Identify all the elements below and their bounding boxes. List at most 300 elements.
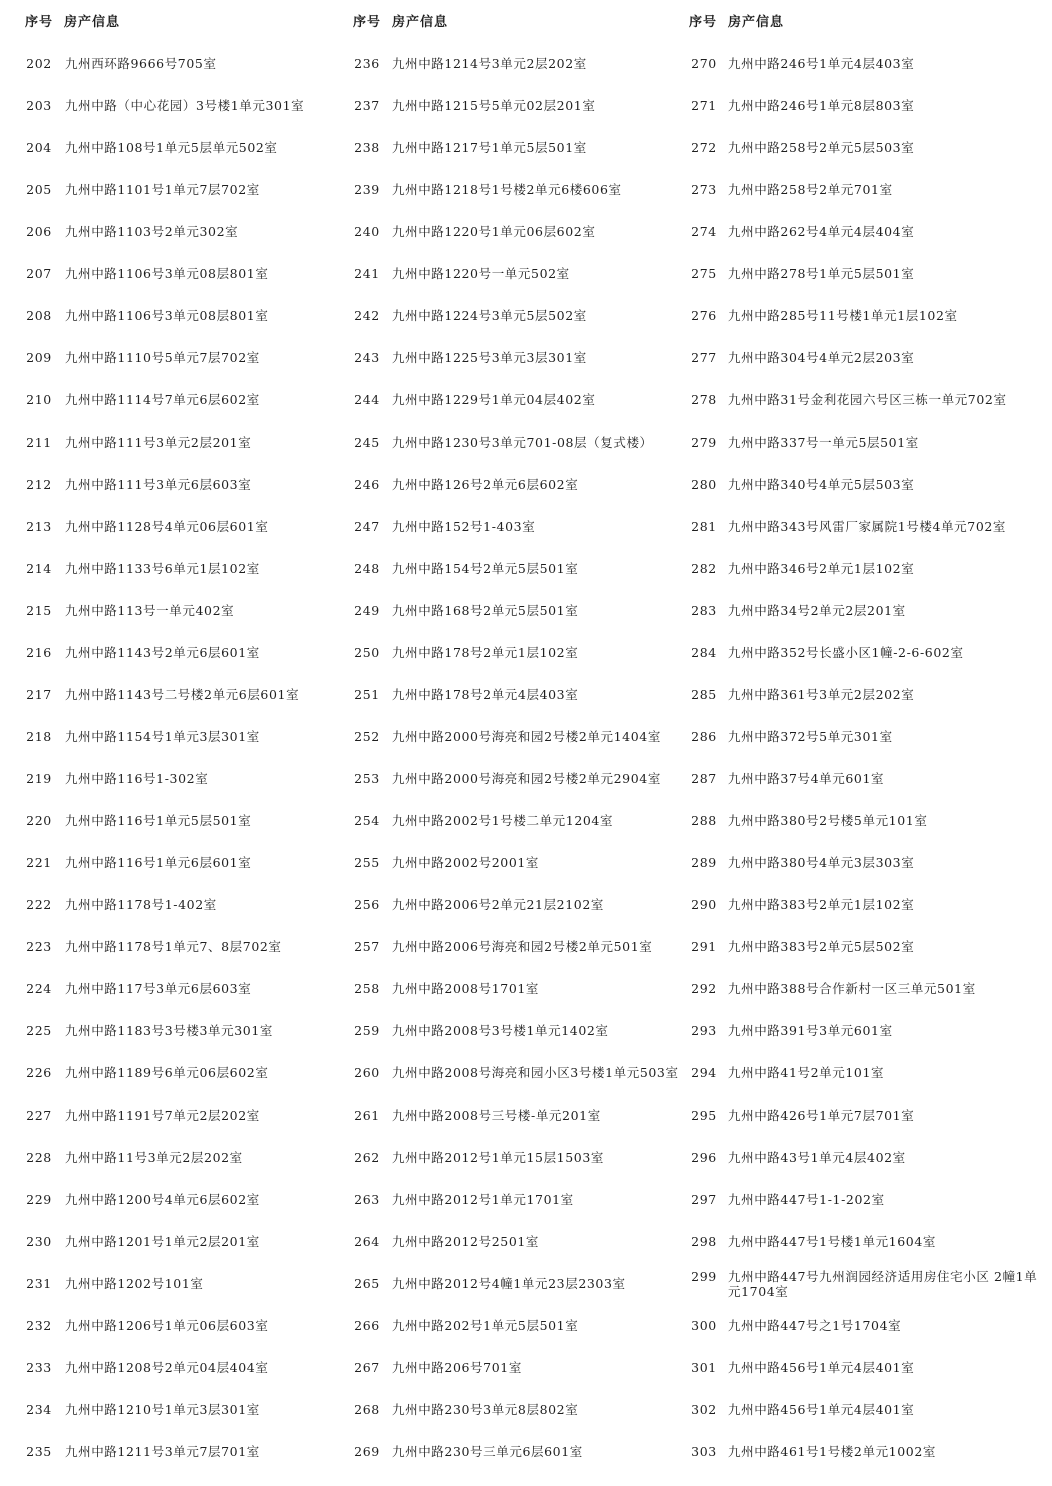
property-info: 九州中路258号2单元5层503室 <box>728 140 915 156</box>
row-number: 220 <box>26 813 52 829</box>
row-number: 249 <box>354 602 380 618</box>
property-info: 九州中路1215号5单元02层201室 <box>392 98 596 114</box>
row-number: 226 <box>26 1065 52 1081</box>
row-number: 208 <box>26 308 52 324</box>
row-number: 211 <box>26 434 52 450</box>
property-info: 九州中路1143号二号楼2单元6层601室 <box>65 686 300 702</box>
row-number: 207 <box>26 266 52 282</box>
row-number: 227 <box>26 1107 52 1123</box>
property-info: 九州中路2002号2001室 <box>392 855 540 871</box>
property-info: 九州中路1229号1单元04层402室 <box>392 392 596 408</box>
property-info: 九州西环路9666号705室 <box>65 56 217 71</box>
table-row <box>685 477 1052 519</box>
row-number: 206 <box>26 224 52 240</box>
property-info: 九州中路1220号1单元06层602室 <box>392 224 596 240</box>
property-info: 九州中路1218号1号楼2单元6楼606室 <box>392 182 622 198</box>
property-info: 九州中路1106号3单元08层801室 <box>65 266 269 282</box>
table-row <box>340 98 685 140</box>
property-info: 九州中路383号2单元5层502室 <box>728 939 915 955</box>
property-info: 九州中路2002号1号楼二单元1204室 <box>392 813 614 829</box>
property-info: 九州中路361号3单元2层202室 <box>728 686 915 702</box>
row-number: 266 <box>354 1317 380 1333</box>
row-number: 285 <box>691 686 717 702</box>
property-info: 九州中路2008号3号楼1单元1402室 <box>392 1023 609 1039</box>
row-number: 251 <box>354 686 380 702</box>
row-number: 270 <box>691 56 717 71</box>
property-info: 九州中路1154号1单元3层301室 <box>65 728 260 744</box>
table-row <box>0 939 340 981</box>
table-row <box>685 182 1052 224</box>
property-info: 九州中路2006号2单元21层2102室 <box>392 897 604 913</box>
row-number: 221 <box>26 855 52 871</box>
table-row <box>0 771 340 813</box>
row-number: 216 <box>26 644 52 660</box>
table-row <box>340 981 685 1023</box>
property-info: 九州中路426号1单元7层701室 <box>728 1107 915 1123</box>
table-row <box>0 855 340 897</box>
row-number: 247 <box>354 518 380 534</box>
property-info: 九州中路116号1单元5层501室 <box>65 813 252 829</box>
row-number: 272 <box>691 140 717 156</box>
row-number: 297 <box>691 1191 717 1207</box>
property-info: 九州中路340号4单元5层503室 <box>728 476 915 492</box>
row-number: 218 <box>26 728 52 744</box>
row-number: 219 <box>26 771 52 787</box>
table-row <box>340 1318 685 1360</box>
property-info: 九州中路1191号7单元2层202室 <box>65 1107 260 1123</box>
property-info: 九州中路1143号2单元6层601室 <box>65 644 260 660</box>
property-info: 九州中路2000号海亮和园2号楼2单元1404室 <box>392 728 661 744</box>
property-info: 九州中路2000号海亮和园2号楼2单元2904室 <box>392 771 661 787</box>
row-number: 236 <box>354 56 380 71</box>
property-info: 九州中路2006号海亮和园2号楼2单元501室 <box>392 939 653 955</box>
table-row <box>340 729 685 771</box>
property-info: 九州中路1106号3单元08层801室 <box>65 308 269 324</box>
row-number: 228 <box>26 1149 52 1165</box>
property-info: 九州中路337号一单元5层501室 <box>728 434 919 450</box>
row-number: 253 <box>354 771 380 787</box>
table-row <box>685 1023 1052 1065</box>
row-number: 240 <box>354 224 380 240</box>
row-number: 269 <box>354 1443 380 1459</box>
row-number: 278 <box>691 392 717 408</box>
table-row <box>0 603 340 645</box>
row-number: 265 <box>354 1275 380 1291</box>
property-info: 九州中路304号4单元2层203室 <box>728 350 915 366</box>
row-number: 229 <box>26 1191 52 1207</box>
table-row <box>685 140 1052 182</box>
row-number: 212 <box>26 476 52 492</box>
property-info: 九州中路230号3单元8层802室 <box>392 1401 579 1417</box>
row-number: 250 <box>354 644 380 660</box>
row-number: 239 <box>354 182 380 198</box>
table-row <box>685 1269 1052 1311</box>
row-number: 295 <box>691 1107 717 1123</box>
table-row <box>685 1065 1052 1107</box>
row-number: 224 <box>26 981 52 997</box>
table-row <box>685 813 1052 855</box>
property-info: 九州中路108号1单元5层单元502室 <box>65 140 278 156</box>
row-number: 303 <box>691 1443 717 1459</box>
table-row <box>0 1360 340 1402</box>
table-row <box>340 519 685 561</box>
table-row <box>340 266 685 308</box>
table-row <box>685 561 1052 603</box>
row-number: 264 <box>354 1233 380 1249</box>
header-property-info: 房产信息 <box>728 15 785 30</box>
table-row <box>685 1108 1052 1150</box>
property-info: 九州中路246号1单元8层803室 <box>728 98 915 114</box>
property-info: 九州中路1178号1单元7、8层702室 <box>65 939 282 955</box>
row-number: 225 <box>26 1023 52 1039</box>
table-row <box>0 561 340 603</box>
table-row <box>685 56 1052 98</box>
row-number: 282 <box>691 560 717 576</box>
row-number: 294 <box>691 1065 717 1081</box>
property-info: 九州中路34号2单元2层201室 <box>728 602 906 618</box>
table-row <box>685 1150 1052 1192</box>
table-row <box>340 1444 685 1486</box>
row-number: 273 <box>691 182 717 198</box>
table-row <box>340 561 685 603</box>
table-row <box>0 1192 340 1234</box>
row-number: 233 <box>26 1359 52 1375</box>
table-row <box>685 350 1052 392</box>
property-info: 九州中路1114号7单元6层602室 <box>65 392 260 408</box>
table-row <box>685 519 1052 561</box>
table-row <box>340 1192 685 1234</box>
property-info: 九州中路111号3单元6层603室 <box>65 476 252 492</box>
header-number: 序号 <box>689 15 718 30</box>
property-info: 九州中路447号九州润园经济适用房住宅小区 2幢1单元1704室 <box>728 1268 1038 1299</box>
row-number: 222 <box>26 897 52 913</box>
table-row <box>340 1150 685 1192</box>
property-info: 九州中路11号3单元2层202室 <box>65 1149 243 1165</box>
row-number: 254 <box>354 813 380 829</box>
property-info: 九州中路1133号6单元1层102室 <box>65 560 260 576</box>
property-info: 九州中路1224号3单元5层502室 <box>392 308 587 324</box>
property-info: 九州中路154号2单元5层501室 <box>392 560 579 576</box>
property-info: 九州中路262号4单元4层404室 <box>728 224 915 240</box>
table-row <box>340 477 685 519</box>
property-info: 九州中路206号701室 <box>392 1359 522 1375</box>
row-number: 243 <box>354 350 380 366</box>
table-row <box>0 477 340 519</box>
table-row <box>340 1360 685 1402</box>
property-info: 九州中路1200号4单元6层602室 <box>65 1191 260 1207</box>
row-number: 215 <box>26 602 52 618</box>
row-number: 248 <box>354 560 380 576</box>
row-number: 213 <box>26 518 52 534</box>
row-number: 284 <box>691 644 717 660</box>
table-row <box>0 1150 340 1192</box>
row-number: 231 <box>26 1275 52 1291</box>
row-number: 293 <box>691 1023 717 1039</box>
row-number: 234 <box>26 1401 52 1417</box>
table-row <box>685 687 1052 729</box>
property-info: 九州中路1128号4单元06层601室 <box>65 518 269 534</box>
table-row <box>0 981 340 1023</box>
row-number: 298 <box>691 1233 717 1249</box>
property-info: 九州中路126号2单元6层602室 <box>392 476 579 492</box>
row-number: 259 <box>354 1023 380 1039</box>
row-number: 279 <box>691 434 717 450</box>
property-info: 九州中路447号1-1-202室 <box>728 1191 885 1207</box>
table-row <box>0 435 340 477</box>
table-row <box>685 729 1052 771</box>
table-row <box>0 1402 340 1444</box>
property-info: 九州中路447号1号楼1单元1604室 <box>728 1233 936 1249</box>
table-row <box>0 140 340 182</box>
property-info: 九州中路1206号1单元06层603室 <box>65 1317 269 1333</box>
table-row <box>685 266 1052 308</box>
row-number: 289 <box>691 855 717 871</box>
table-row <box>340 897 685 939</box>
table-row <box>340 939 685 981</box>
property-info: 九州中路31号金利花园六号区三栋一单元702室 <box>728 392 1007 408</box>
property-info: 九州中路1202号101室 <box>65 1275 204 1291</box>
table-row <box>685 98 1052 140</box>
table-row <box>0 392 340 434</box>
table-row <box>340 56 685 98</box>
row-number: 260 <box>354 1065 380 1081</box>
property-info: 九州中路2012号1单元15层1503室 <box>392 1149 604 1165</box>
table-row <box>685 435 1052 477</box>
row-number: 302 <box>691 1401 717 1417</box>
row-number: 296 <box>691 1149 717 1165</box>
property-info: 九州中路1211号3单元7层701室 <box>65 1443 260 1459</box>
row-number: 261 <box>354 1107 380 1123</box>
row-number: 246 <box>354 476 380 492</box>
property-info: 九州中路1214号3单元2层202室 <box>392 56 587 71</box>
table-row <box>0 645 340 687</box>
row-number: 237 <box>354 98 380 114</box>
property-info: 九州中路2012号2501室 <box>392 1233 540 1249</box>
row-number: 214 <box>26 560 52 576</box>
table-row <box>685 1402 1052 1444</box>
header-property-info: 房产信息 <box>64 15 121 30</box>
table-row <box>685 224 1052 266</box>
property-info: 九州中路2008号三号楼-单元201室 <box>392 1107 601 1123</box>
row-number: 263 <box>354 1191 380 1207</box>
table-row <box>340 813 685 855</box>
row-number: 268 <box>354 1401 380 1417</box>
table-row <box>685 1360 1052 1402</box>
table-row <box>340 350 685 392</box>
table-row <box>340 645 685 687</box>
property-info: 九州中路2008号1701室 <box>392 981 540 997</box>
property-info: 九州中路456号1单元4层401室 <box>728 1401 915 1417</box>
row-number: 258 <box>354 981 380 997</box>
row-number: 202 <box>26 56 52 71</box>
property-info: 九州中路2008号海亮和园小区3号楼1单元503室 <box>392 1065 679 1081</box>
table-row <box>685 1192 1052 1234</box>
table-row <box>340 771 685 813</box>
property-info: 九州中路1220号一单元502室 <box>392 266 570 282</box>
table-row <box>685 603 1052 645</box>
property-info: 九州中路1103号2单元302室 <box>65 224 239 240</box>
table-row <box>340 1023 685 1065</box>
table-row <box>685 897 1052 939</box>
property-info: 九州中路1178号1-402室 <box>65 897 217 913</box>
row-number: 281 <box>691 518 717 534</box>
table-row <box>340 687 685 729</box>
property-info: 九州中路1110号5单元7层702室 <box>65 350 260 366</box>
row-number: 290 <box>691 897 717 913</box>
table-row <box>0 1318 340 1360</box>
property-info: 九州中路352号长盛小区1幢-2-6-602室 <box>728 644 964 660</box>
property-info: 九州中路380号2号楼5单元101室 <box>728 813 928 829</box>
property-info: 九州中路1183号3号楼3单元301室 <box>65 1023 273 1039</box>
table-row <box>340 182 685 224</box>
table-row <box>0 519 340 561</box>
row-number: 230 <box>26 1233 52 1249</box>
row-number: 238 <box>354 140 380 156</box>
row-number: 205 <box>26 182 52 198</box>
table-row <box>0 1108 340 1150</box>
table-row <box>0 266 340 308</box>
table-row <box>0 182 340 224</box>
property-info: 九州中路285号11号楼1单元1层102室 <box>728 308 958 324</box>
row-number: 244 <box>354 392 380 408</box>
property-info: 九州中路391号3单元601室 <box>728 1023 893 1039</box>
property-info: 九州中路168号2单元5层501室 <box>392 602 579 618</box>
property-info: 九州中路111号3单元2层201室 <box>65 434 252 450</box>
property-info: 九州中路2012号1单元1701室 <box>392 1191 574 1207</box>
property-info: 九州中路372号5单元301室 <box>728 728 893 744</box>
property-info: 九州中路278号1单元5层501室 <box>728 266 915 282</box>
property-info: 九州中路383号2单元1层102室 <box>728 897 915 913</box>
property-info: 九州中路117号3单元6层603室 <box>65 981 252 997</box>
property-info: 九州中路41号2单元101室 <box>728 1065 885 1081</box>
table-row <box>340 224 685 266</box>
header-number: 序号 <box>25 15 54 30</box>
table-row <box>0 687 340 729</box>
property-info: 九州中路346号2单元1层102室 <box>728 560 915 576</box>
property-info: 九州中路1217号1单元5层501室 <box>392 140 587 156</box>
header-number: 序号 <box>353 15 382 30</box>
table-row <box>340 1108 685 1150</box>
table-row <box>340 308 685 350</box>
row-number: 262 <box>354 1149 380 1165</box>
table-row <box>0 224 340 266</box>
table-row <box>340 1402 685 1444</box>
row-number: 280 <box>691 476 717 492</box>
table-row <box>340 603 685 645</box>
row-number: 232 <box>26 1317 52 1333</box>
property-info: 九州中路1201号1单元2层201室 <box>65 1233 260 1249</box>
row-number: 286 <box>691 728 717 744</box>
table-row <box>685 308 1052 350</box>
property-info: 九州中路1225号3单元3层301室 <box>392 350 587 366</box>
row-number: 223 <box>26 939 52 955</box>
property-info: 九州中路178号2单元1层102室 <box>392 644 579 660</box>
table-row <box>0 350 340 392</box>
row-number: 287 <box>691 771 717 787</box>
property-info: 九州中路388号合作新村一区三单元501室 <box>728 981 976 997</box>
row-number: 291 <box>691 939 717 955</box>
table-row <box>0 813 340 855</box>
row-number: 235 <box>26 1443 52 1459</box>
table-row <box>685 392 1052 434</box>
table-row <box>0 1444 340 1486</box>
table-row <box>340 855 685 897</box>
property-info: 九州中路343号风雷厂家属院1号楼4单元702室 <box>728 518 1007 534</box>
property-info: 九州中路152号1-403室 <box>392 518 536 534</box>
table-row <box>340 1065 685 1107</box>
row-number: 252 <box>354 728 380 744</box>
property-info: 九州中路1189号6单元06层602室 <box>65 1065 269 1081</box>
row-number: 275 <box>691 266 717 282</box>
row-number: 203 <box>26 98 52 114</box>
row-number: 209 <box>26 350 52 366</box>
table-row <box>340 1234 685 1276</box>
property-info: 九州中路43号1单元4层402室 <box>728 1149 906 1165</box>
table-row <box>340 140 685 182</box>
table-row <box>0 729 340 771</box>
row-number: 217 <box>26 686 52 702</box>
property-info: 九州中路461号1号楼2单元1002室 <box>728 1443 936 1459</box>
table-row <box>0 98 340 140</box>
property-info: 九州中路178号2单元4层403室 <box>392 686 579 702</box>
row-number: 300 <box>691 1317 717 1333</box>
table-row <box>0 1276 340 1318</box>
row-number: 255 <box>354 855 380 871</box>
row-number: 242 <box>354 308 380 324</box>
row-number: 288 <box>691 813 717 829</box>
table-row <box>0 56 340 98</box>
row-number: 277 <box>691 350 717 366</box>
row-number: 245 <box>354 434 380 450</box>
property-info: 九州中路447号之1号1704室 <box>728 1317 902 1333</box>
table-row <box>685 981 1052 1023</box>
row-number: 204 <box>26 140 52 156</box>
table-row <box>0 1023 340 1065</box>
property-info: 九州中路380号4单元3层303室 <box>728 855 915 871</box>
property-info: 九州中路（中心花园）3号楼1单元301室 <box>65 98 305 114</box>
row-number: 271 <box>691 98 717 114</box>
row-number: 274 <box>691 224 717 240</box>
property-info: 九州中路246号1单元4层403室 <box>728 56 915 71</box>
table-row <box>0 308 340 350</box>
table-row <box>685 1444 1052 1486</box>
table-row <box>685 771 1052 813</box>
table-row <box>340 435 685 477</box>
table-row <box>340 1276 685 1318</box>
row-number: 301 <box>691 1359 717 1375</box>
table-row <box>0 897 340 939</box>
property-info: 九州中路1208号2单元04层404室 <box>65 1359 269 1375</box>
row-number: 283 <box>691 602 717 618</box>
property-info: 九州中路258号2单元701室 <box>728 182 893 198</box>
property-info: 九州中路1230号3单元701-08层（复式楼） <box>392 434 653 450</box>
property-info: 九州中路2012号4幢1单元23层2303室 <box>392 1275 626 1291</box>
row-number: 292 <box>691 981 717 997</box>
property-info: 九州中路37号4单元601室 <box>728 771 885 787</box>
row-number: 210 <box>26 392 52 408</box>
table-row <box>0 1234 340 1276</box>
property-info: 九州中路116号1-302室 <box>65 771 209 787</box>
property-info: 九州中路1101号1单元7层702室 <box>65 182 260 198</box>
property-info: 九州中路456号1单元4层401室 <box>728 1359 915 1375</box>
table-row <box>685 645 1052 687</box>
table-row <box>0 1065 340 1107</box>
property-info: 九州中路202号1单元5层501室 <box>392 1317 579 1333</box>
table-row <box>685 939 1052 981</box>
header-property-info: 房产信息 <box>392 15 449 30</box>
row-number: 257 <box>354 939 380 955</box>
property-info: 九州中路230号三单元6层601室 <box>392 1443 583 1459</box>
